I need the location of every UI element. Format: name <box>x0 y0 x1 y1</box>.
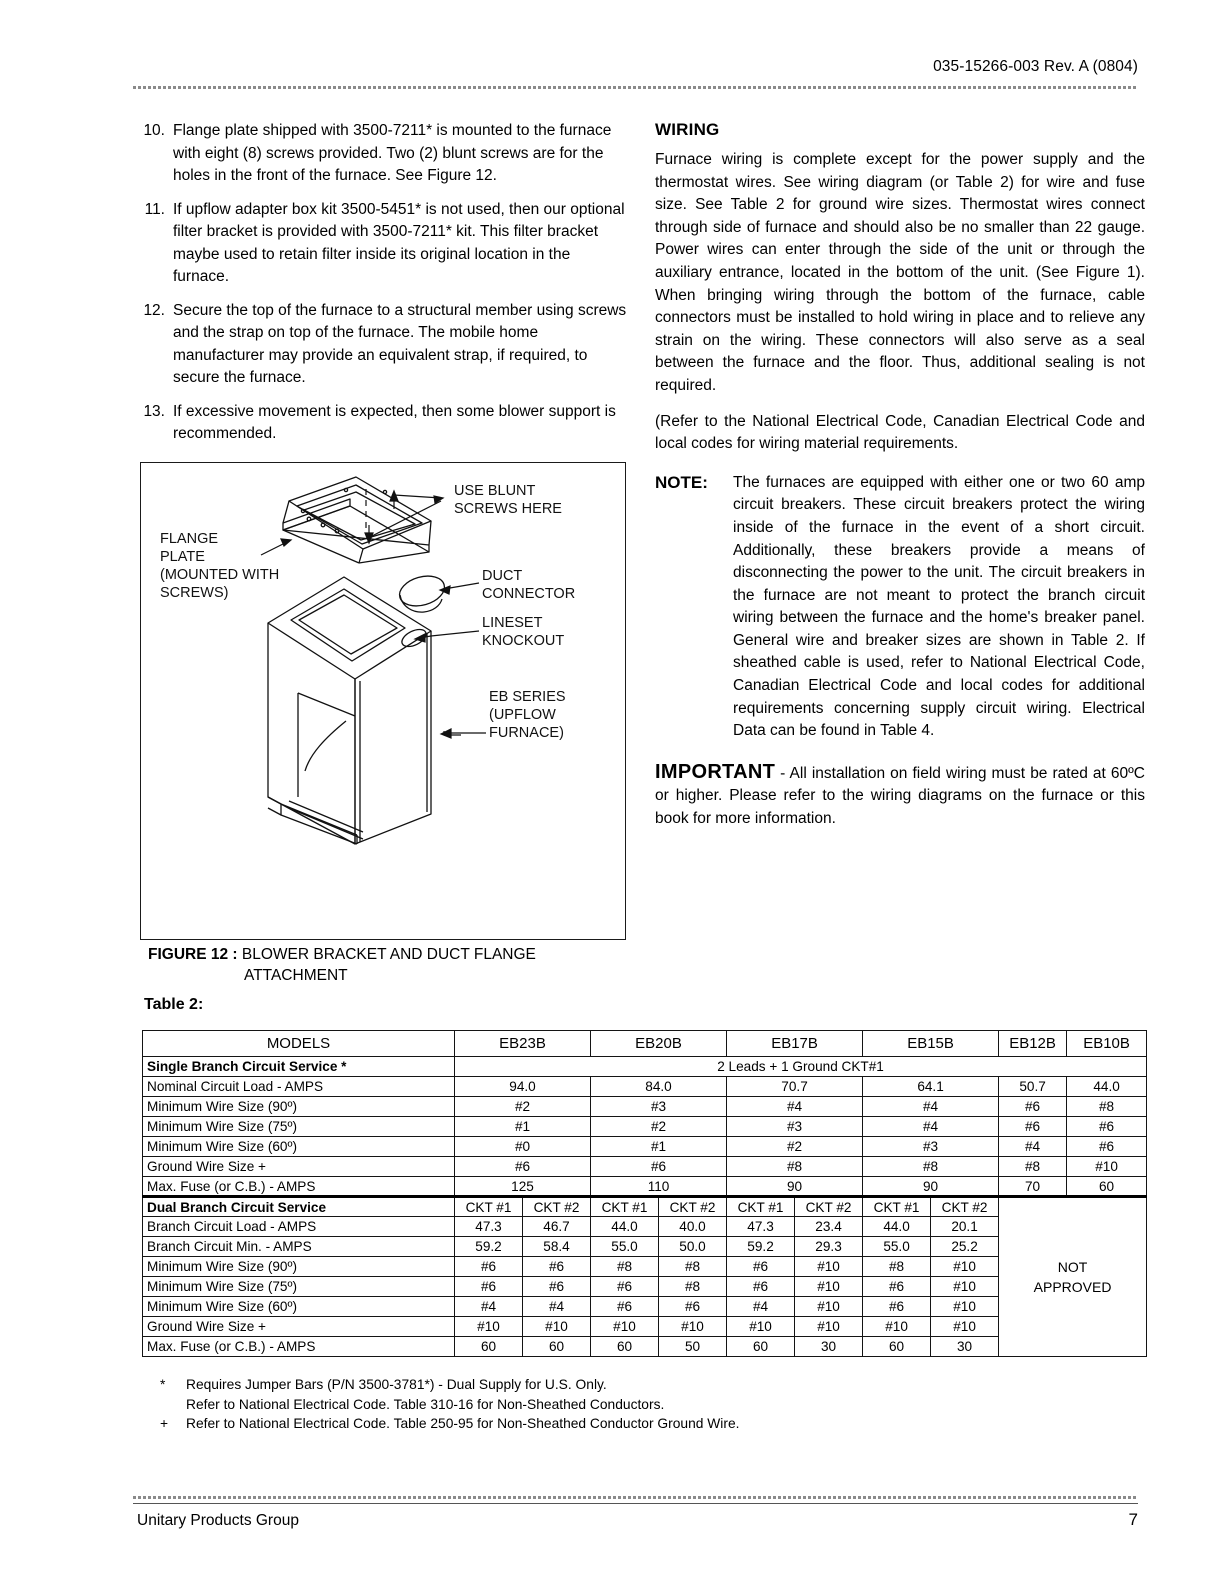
cell: 47.3 <box>727 1217 795 1237</box>
cell: #6 <box>659 1297 727 1317</box>
table-row <box>143 1237 1147 1257</box>
cell: #4 <box>523 1297 591 1317</box>
cell: 55.0 <box>863 1237 931 1257</box>
footnote <box>160 1414 1060 1434</box>
cell: #10 <box>795 1277 863 1297</box>
row-label: Branch Circuit Load - AMPS <box>143 1217 455 1237</box>
row-label: Minimum Wire Size (60º) <box>143 1137 455 1157</box>
important-text: - All installation on field wiring must be rated at 60ºC or higher. Please refer to the wiring diagrams on the furnace or this book for more information. <box>655 764 1145 828</box>
cell: #8 <box>659 1277 727 1297</box>
cell: 94.0 <box>455 1077 591 1097</box>
cell: #6 <box>523 1277 591 1297</box>
cell: #10 <box>727 1317 795 1337</box>
footer-rule-solid <box>133 1503 1138 1504</box>
cell: 40.0 <box>659 1217 727 1237</box>
row-label: Minimum Wire Size (75º) <box>143 1117 455 1137</box>
table-row <box>143 1297 1147 1317</box>
cell: #2 <box>591 1117 727 1137</box>
cell: 60 <box>523 1337 591 1357</box>
ckt-header: CKT #2 <box>659 1197 727 1217</box>
row-label: Ground Wire Size + <box>143 1157 455 1177</box>
table-row <box>143 1277 1147 1297</box>
cell: 29.3 <box>795 1237 863 1257</box>
label-lineset-knockout-line1: LINESET <box>482 615 543 631</box>
cell: #6 <box>727 1257 795 1277</box>
ckt-header: CKT #2 <box>523 1197 591 1217</box>
label-flange-plate-line3: (MOUNTED WITH <box>160 567 280 583</box>
list-item <box>137 300 629 390</box>
cell: #6 <box>523 1257 591 1277</box>
cell: #10 <box>795 1257 863 1277</box>
note-block <box>655 472 1145 743</box>
wiring-paragraph-2: (Refer to the National Electrical Code, Canadian Electrical Code and local codes for wiring material requirements. <box>655 412 1145 453</box>
cell: 110 <box>591 1177 727 1197</box>
list-item-text: Secure the top of the furnace to a structural member using screws and the strap on top of the furnace. The mobile home manufacturer may provide an equivalent strap, if required, to secure the furnace. <box>173 301 627 386</box>
cell: #8 <box>1067 1097 1147 1117</box>
important-block <box>655 761 1145 831</box>
cell: #8 <box>591 1257 659 1277</box>
row-label: Max. Fuse (or C.B.) - AMPS <box>143 1337 455 1357</box>
cell: 55.0 <box>591 1237 659 1257</box>
cell: #10 <box>523 1317 591 1337</box>
cell: #6 <box>455 1157 591 1177</box>
cell: #8 <box>659 1257 727 1277</box>
label-flange-plate-line1: FLANGE <box>160 531 219 547</box>
cell: 46.7 <box>523 1217 591 1237</box>
table-row <box>143 1057 1147 1077</box>
footnote-text: Refer to National Electrical Code. Table 250-95 for Non-Sheathed Conductor Ground Wire. <box>186 1416 740 1431</box>
table-row <box>143 1137 1147 1157</box>
cell: #4 <box>727 1297 795 1317</box>
table-row <box>143 1157 1147 1177</box>
cell: #6 <box>591 1157 727 1177</box>
label-duct-connector-line1: DUCT <box>482 568 523 584</box>
list-item-text: If upflow adapter box kit 3500-5451* is not used, then our optional filter bracket is provided with 3500-7211* kit. This filter bracket maybe used to retain filter inside its original location in the furnace. <box>173 200 625 285</box>
footnote-mark: * <box>160 1377 166 1392</box>
ckt-header: CKT #1 <box>455 1197 523 1217</box>
cell: 90 <box>863 1177 999 1197</box>
table-row <box>143 1217 1147 1237</box>
section-heading-wiring: WIRING <box>655 120 720 139</box>
cell: #6 <box>591 1297 659 1317</box>
table-header-models: MODELS <box>143 1031 455 1057</box>
cell: #10 <box>931 1317 999 1337</box>
cell: 30 <box>795 1337 863 1357</box>
cell: 59.2 <box>455 1237 523 1257</box>
label-flange-plate-line2: PLATE <box>160 549 205 565</box>
table-header-eb10b: EB10B <box>1067 1031 1147 1057</box>
cell: 125 <box>455 1177 591 1197</box>
row-label: Ground Wire Size + <box>143 1317 455 1337</box>
row-label: Minimum Wire Size (90º) <box>143 1097 455 1117</box>
cell: #10 <box>795 1317 863 1337</box>
table-row <box>143 1097 1147 1117</box>
label-eb-series-line3: FURNACE) <box>489 725 564 741</box>
cell: 84.0 <box>591 1077 727 1097</box>
table-header-eb15b: EB15B <box>863 1031 999 1057</box>
cell: #10 <box>1067 1157 1147 1177</box>
footer-company: Unitary Products Group <box>137 1512 299 1529</box>
cell: #1 <box>455 1117 591 1137</box>
row-label: Nominal Circuit Load - AMPS <box>143 1077 455 1097</box>
cell: 50.0 <box>659 1237 727 1257</box>
table-header-eb17b: EB17B <box>727 1031 863 1057</box>
list-item-number: 11. <box>144 200 165 218</box>
cell: 70.7 <box>727 1077 863 1097</box>
dual-branch-title: Dual Branch Circuit Service <box>143 1197 455 1217</box>
cell: #10 <box>659 1317 727 1337</box>
label-duct-connector-line2: CONNECTOR <box>482 586 576 602</box>
note-label: NOTE: <box>655 472 708 492</box>
cell: 64.1 <box>863 1077 999 1097</box>
single-branch-title: Single Branch Circuit Service * <box>143 1057 455 1077</box>
figure-number: FIGURE 12 : <box>148 946 238 963</box>
table-header-eb23b: EB23B <box>455 1031 591 1057</box>
cell: 70 <box>999 1177 1067 1197</box>
header-rule <box>133 86 1138 89</box>
table-row <box>143 1317 1147 1337</box>
list-item-number: 10. <box>143 122 165 139</box>
cell: #6 <box>1067 1117 1147 1137</box>
label-lineset-knockout-line2: KNOCKOUT <box>482 633 565 649</box>
figure-title-line2: ATTACHMENT <box>244 967 348 984</box>
cell: #8 <box>863 1157 999 1177</box>
label-eb-series-line1: EB SERIES <box>489 689 566 705</box>
wiring-paragraph-1: Furnace wiring is complete except for the power supply and the thermostat wires. See wiring diagram (or Table 2) for wire and fuse size. See Table 2 for ground wire sizes. Thermostat wires connect through side of furnace and should also be no smaller than 22 gauge. Power wires can enter through the side of the unit or through the auxiliary entrance, located in the bottom of the unit. (See Figure 1). When bringing wiring through the bottom of the furnace, cable connectors must be installed to hold wiring in place and to relieve any strain on the wiring. These connectors will also serve as a seal between the furnace and the floor. Thus, additional sealing is not required. <box>655 151 1145 394</box>
cell: #10 <box>931 1277 999 1297</box>
cell: #10 <box>863 1317 931 1337</box>
cell: #3 <box>591 1097 727 1117</box>
cell: #6 <box>591 1277 659 1297</box>
cell: #6 <box>999 1097 1067 1117</box>
footer-page-number: 7 <box>1128 1510 1138 1529</box>
cell: #6 <box>455 1257 523 1277</box>
figure-title: BLOWER BRACKET AND DUCT FLANGE <box>237 946 536 963</box>
ckt-header: CKT #1 <box>727 1197 795 1217</box>
cell: 44.0 <box>591 1217 659 1237</box>
cell: #4 <box>999 1137 1067 1157</box>
table-row <box>143 1337 1147 1357</box>
label-flange-plate-line4: SCREWS) <box>160 585 229 601</box>
cell: #4 <box>863 1097 999 1117</box>
cell: 60 <box>727 1337 795 1357</box>
table-footnotes <box>160 1375 1060 1434</box>
footnote-continuation: Refer to National Electrical Code. Table 310-16 for Non-Sheathed Conductors. <box>186 1396 665 1412</box>
cell: #6 <box>727 1277 795 1297</box>
note-text: The furnaces are equipped with either one or two 60 amp circuit breakers. These circuit breakers protect the wiring inside of the furnace in the event of a short circuit. Additionally, these breakers provide a means of disconnecting the power to the unit. The circuit breakers in the furnace are not meant to protect the branch circuit wiring between the furnace and the home's breaker panel. General wire and breaker sizes are shown in Table 2. If sheathed cable is used, refer to National Electrical Code, Canadian Electrical Code and local codes for additional requirements concerning supply circuit wiring. Electrical Data can be found in Table 4. <box>733 473 1145 740</box>
row-label: Minimum Wire Size (60º) <box>143 1297 455 1317</box>
footer-rule-dotted <box>133 1496 1138 1499</box>
cell: 20.1 <box>931 1217 999 1237</box>
list-item-number: 12. <box>143 301 165 319</box>
list-item <box>137 120 629 188</box>
cell: #8 <box>999 1157 1067 1177</box>
cell: 60 <box>455 1337 523 1357</box>
cell: 30 <box>931 1337 999 1357</box>
cell: #6 <box>455 1277 523 1297</box>
ckt-header: CKT #1 <box>591 1197 659 1217</box>
list-item-text: Flange plate shipped with 3500-7211* is mounted to the furnace with eight (8) screws provided. Two (2) blunt screws are for the holes in the front of the furnace. See Figure 12. <box>173 122 612 184</box>
right-column <box>655 120 1145 831</box>
cell: #4 <box>455 1297 523 1317</box>
not-approved-line1: NOT <box>1057 1259 1088 1275</box>
cell: 59.2 <box>727 1237 795 1257</box>
cell: #6 <box>863 1277 931 1297</box>
table-2 <box>142 1030 1147 1357</box>
cell: 47.3 <box>455 1217 523 1237</box>
table-header-eb12b: EB12B <box>999 1031 1067 1057</box>
cell: 44.0 <box>1067 1077 1147 1097</box>
table-row <box>143 1077 1147 1097</box>
cell: 90 <box>727 1177 863 1197</box>
footnote-text: Requires Jumper Bars (P/N 3500-3781*) - Dual Supply for U.S. Only. <box>186 1377 607 1392</box>
table-2-label: Table 2: <box>144 996 204 1013</box>
cell: 44.0 <box>863 1217 931 1237</box>
list-item-text: If excessive movement is expected, then some blower support is recommended. <box>173 402 616 442</box>
cell: #10 <box>931 1297 999 1317</box>
list-item-number: 13. <box>143 402 165 420</box>
cell: 25.2 <box>931 1237 999 1257</box>
cell: #6 <box>1067 1137 1147 1157</box>
cell: #10 <box>931 1257 999 1277</box>
cell: 60 <box>591 1337 659 1357</box>
not-approved-cell <box>999 1197 1147 1357</box>
cell: 60 <box>1067 1177 1147 1197</box>
single-branch-span-value: 2 Leads + 1 Ground CKT#1 <box>455 1057 1147 1077</box>
figure-12-illustration <box>140 462 626 940</box>
important-label: IMPORTANT <box>655 760 776 783</box>
label-use-blunt-screws-line2: SCREWS HERE <box>454 501 562 517</box>
cell: 23.4 <box>795 1217 863 1237</box>
table-row <box>143 1197 1147 1217</box>
row-label: Branch Circuit Min. - AMPS <box>143 1237 455 1257</box>
cell: #3 <box>863 1137 999 1157</box>
cell: #10 <box>591 1317 659 1337</box>
cell: #4 <box>863 1117 999 1137</box>
figure-caption <box>148 944 628 986</box>
cell: #8 <box>727 1157 863 1177</box>
cell: #1 <box>591 1137 727 1157</box>
cell: #6 <box>999 1117 1067 1137</box>
table-header-eb20b: EB20B <box>591 1031 727 1057</box>
row-label: Minimum Wire Size (75º) <box>143 1277 455 1297</box>
label-use-blunt-screws-line1: USE BLUNT <box>454 483 536 499</box>
footnote <box>160 1375 1060 1395</box>
table-row <box>143 1257 1147 1277</box>
ckt-header: CKT #2 <box>795 1197 863 1217</box>
label-eb-series-line2: (UPFLOW <box>489 707 556 723</box>
cell: 58.4 <box>523 1237 591 1257</box>
cell: #2 <box>727 1137 863 1157</box>
list-item <box>137 401 629 446</box>
cell: 50.7 <box>999 1077 1067 1097</box>
left-column <box>137 120 629 457</box>
cell: #6 <box>863 1297 931 1317</box>
table-row <box>143 1117 1147 1137</box>
table-header-row <box>143 1031 1147 1057</box>
table-row <box>143 1177 1147 1197</box>
row-label: Minimum Wire Size (90º) <box>143 1257 455 1277</box>
list-item <box>137 199 629 289</box>
ckt-header: CKT #1 <box>863 1197 931 1217</box>
cell: #8 <box>863 1257 931 1277</box>
footnote-mark: + <box>160 1416 169 1431</box>
furnace-exploded-drawing <box>141 463 624 938</box>
cell: #0 <box>455 1137 591 1157</box>
cell: #4 <box>727 1097 863 1117</box>
cell: #2 <box>455 1097 591 1117</box>
cell: #3 <box>727 1117 863 1137</box>
cell: 50 <box>659 1337 727 1357</box>
cell: 60 <box>863 1337 931 1357</box>
not-approved-line2: APPROVED <box>1033 1279 1112 1295</box>
cell: #10 <box>455 1317 523 1337</box>
row-label: Max. Fuse (or C.B.) - AMPS <box>143 1177 455 1197</box>
document-code: 035-15266-003 Rev. A (0804) <box>933 58 1138 75</box>
cell: #10 <box>795 1297 863 1317</box>
ckt-header: CKT #2 <box>931 1197 999 1217</box>
